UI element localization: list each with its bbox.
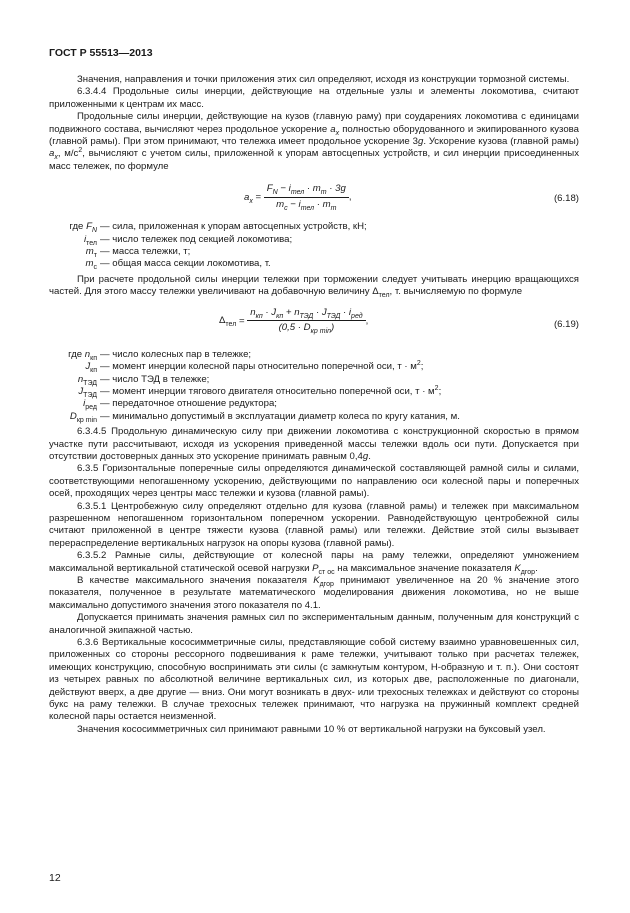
formula-lhs: $a_x$ [244, 191, 253, 205]
paragraph: 6.3.4.5 Продольную динамическую силу при движении локомотива с конструкционной скоростью в прямом участке пути рассчитывают, исходя из ускорения приведенной массы тележки вдоль оси пути. Допускается при отсутствии достоверных данных это ускорение принимать равным 0,4g. [49, 426, 579, 462]
formula-denominator: $m_c - i_{тел} \cdot m_т$ [276, 198, 337, 212]
definitions-6-18 [49, 221, 579, 271]
formula-6-18: $a_x$ = $\frac{F_N - i_{тел} \cdot m_т \cdot 3g}{m_c - i_{тел} \cdot m_т}$ , (6.18) [244, 183, 579, 212]
definition-item: $D_{кр min}$ — минимально допустимый в эксплуатации диаметр колеса по кругу катания, м. [69, 410, 460, 424]
formula-lhs: $\Delta_{тел}$ [219, 315, 237, 329]
definition-item: где $n_{кп}$ — число колесных пар в тележке; [68, 348, 252, 362]
formula-6-19: $\Delta_{тел}$ = $\frac{n_{кп} \cdot J_{кп} + n_{ТЭД} \cdot J_{ТЭД} \cdot i_{ред}}{(0,5 \cdot D_{кр min})}$ , (6.19) [219, 306, 579, 335]
paragraph-text: Продольные силы инерции, действующие на кузов (главную раму) при соударениях локомотива с единицами подвижного состава, вычисляют через продольное ускорение [49, 111, 579, 135]
paragraph-text: . Ускорение кузова (главной рамы) [423, 136, 579, 148]
definitions-6-19 [49, 349, 579, 423]
paragraph-text: полностью оборудованного и экипированного кузова (главной рамы). При этом принимают, что тележка имеет продольное ускорение 3 [49, 123, 579, 148]
paragraph: 6.3.6 Вертикальные кососимметричные силы, представляющие собой систему взаимно уравновешенных сил, приложенных со стороны рессорного подвешивания к раме тележки, учитывают только при расчетах тележек, имеющих конструкцию, способную воспринимать эти силы (с замкнутым контуром, Н-образную и т. п.). Они состоят из четырех равных по абсолютной величине вертикальных сил, из которых две, расположенные по диагонали, действуют вверх, а две другие — вниз. Они могут возникать в двух- или трехосных тележках и действуют со стороны букс на раму тележки. В случае трехосных тележек принимают, что нагрузка на пружинный комплект средней колесной пары остается неизменной. [49, 637, 579, 723]
document-header: ГОСТ Р 55513—2013 [49, 47, 153, 59]
definition-item: $m_c$ — общая масса секции локомотива, т. [85, 258, 271, 272]
symbol-ax: $a_x$ [49, 148, 58, 162]
symbol-g: g [417, 136, 424, 148]
paragraph: Допускается принимать значения рамных сил по экспериментальным данным, полученным для конструкций с аналогичной экипажной частью. [49, 612, 579, 636]
paragraph: Значения, направления и точки приложения этих сил определяют, исходя из конструкции тормозной системы. [77, 74, 570, 85]
paragraph: Значения кососимметричных сил принимают равными 10 % от вертикальной нагрузки на буксовый узел. [77, 723, 546, 735]
paragraph-text: , вычисляют с учетом силы, приложенной к упорам автосцепных устройств, и сил инерции присоединенных масс тележек, по формуле [49, 148, 579, 172]
paragraph: 6.3.5.1 Центробежную силу определяют отдельно для кузова (главной рамы) и тележек при максимальном разрешенном непогашенном горизонтальном поперечном ускорении. Равнодействующую центробежной силы считают приложенной в центре тяжести кузова (главной рамы) или тележки. Действие этой силы вызывает перераспределение вертикальных нагрузок на опоры кузова (главной рамы). [49, 500, 579, 549]
equation-number: (6.18) [553, 193, 579, 205]
paragraph-text: , м/с [57, 148, 79, 160]
formula-fraction [247, 307, 365, 335]
page-number: 12 [49, 872, 61, 884]
definition-item: $n_{ТЭД}$ — число ТЭД в тележке; [77, 373, 210, 387]
formula-numerator: $n_{кп} \cdot J_{кп} + n_{ТЭД} \cdot J_{ТЭД} \cdot i_{ред}$ [247, 307, 365, 321]
definition-item: $m_т$ — масса тележки, т; [85, 246, 191, 259]
paragraph: 6.3.4.4 Продольные силы инерции, действующие на отдельные узлы и элементы локомотива, считают приложенными к центрам их масс. [49, 86, 579, 110]
paragraph: Продольные силы инерции, действующие на кузов (главную раму) при соударениях локомотива с единицами подвижного состава, вычисляют через продольное ускорение $a_x$ полностью оборудованного и экипированного кузова (главной рамы). При этом принимают, что тележка имеет продольное ускорение 3g. Ускорение кузова (главной рамы) $a_x$, $м/с^2$, вычисляют с учетом силы, приложенной к упорам автосцепных устройств, и сил инерции присоединенных масс тележек, по формуле [49, 111, 579, 172]
equation-number: (6.19) [553, 318, 579, 330]
paragraph: При расчете продольной силы инерции тележки при торможении следует учитывать инерцию вращающихся частей. Для этого массу тележки увеличивают на добавочную величину $\Delta_{тел}$, т. вычисляемую по формуле [49, 273, 579, 300]
definition-item: $i_{тел}$ — число тележек под секцией локомотива; [83, 233, 293, 247]
document-body [49, 74, 579, 736]
formula-fraction [264, 183, 349, 211]
symbol-ax: $a_x$ [330, 123, 340, 137]
definition-item: $J_{кп}$ — момент инерции колесной пары относительно поперечной оси, $т \cdot м^2$; [85, 359, 424, 374]
definition-item: $J_{ТЭД}$ — момент инерции тягового двигателя относительно поперечной оси, $т \cdot м^2$; [78, 384, 442, 399]
definition-item: $i_{ред}$ — передаточное отношение редуктора; [83, 398, 277, 412]
paragraph: 6.3.5 Горизонтальные поперечные силы определяются динамической составляющей рамной силы и силами, соответствующими непогашенному ускорению, действующими по направлению оси колесной пары и поперечных осей, проходящих через центры масс тележки и кузова (главной рамы). [49, 463, 579, 500]
definition-item: где $F_N$ — сила, приложенная к упорам автосцепных устройств, кН; [69, 221, 367, 235]
paragraph: В качестве максимального значения показателя $K_{дгор}$ принимают увеличенное на 20 % значение этого показателя, полученное в результате математического моделирования движения локомотива, но не выше максимально допустимого значения этого показателя по 4.1. [49, 575, 580, 611]
formula-denominator: $(0,5 \cdot D_{кр min})$ [278, 322, 335, 335]
formula-numerator: $F_N - i_{тел} \cdot m_т \cdot 3g$ [264, 183, 349, 197]
paragraph: 6.3.5.2 Рамные силы, действующие от колесной пары на раму тележки, определяют умножением максимальной вертикальной статической осевой нагрузки $P_{ст ос}$ на максимальное значение показателя $K_{дгор}$. [49, 550, 579, 576]
